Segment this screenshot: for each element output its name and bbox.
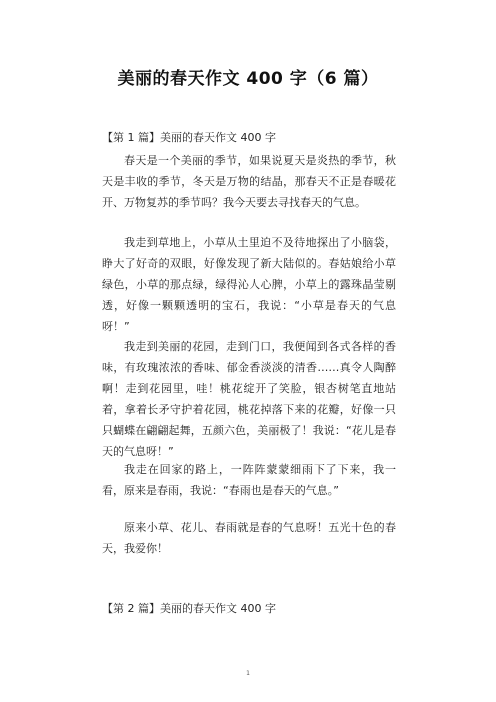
paragraph-2: 我走到草地上，小草从土里迫不及待地探出了小脑袋，睁大了好奇的双眼，好像发现了新大陆似的。春姑娘给小草绿色，小草的那点绿，绿得沁人心脾，小草上的露珠晶莹剔透，好像一颗颗透明的宝石，我说：“小草是春天的气息呀！” bbox=[102, 236, 396, 333]
paragraph-1: 春天是一个美丽的季节，如果说夏天是炎热的季节，秋天是丰收的季节，冬天是万物的结晶，那春天不正是春暖花开、万物复苏的季节吗？我今天要去寻找春天的气息。 bbox=[102, 154, 396, 209]
paragraph-3: 我走到美丽的花园，走到门口，我便闻到各式各样的香味，有玫瑰浓浓的香味、郁金香淡淡的清香……真令人陶醉啊！走到花园里，哇！桃花绽开了笑脸，银杏树笔直地站着，拿着长矛守护着花园，桃花掉落下来的花瓣，好像一只只蝴蝶在翩翩起舞，五颜六色，美丽极了！我说：“花儿是春天的气息呀！” bbox=[102, 340, 396, 458]
document-title: 美丽的春天作文 400 字（6 篇） bbox=[117, 69, 379, 89]
paragraph-5: 原来小草、花儿、春雨就是春的气息呀！五光十色的春天，我爱你！ bbox=[102, 521, 396, 555]
section-heading-2: 【第 2 篇】美丽的春天作文 400 字 bbox=[102, 602, 276, 615]
page-number: 1 bbox=[246, 670, 250, 677]
section-heading-1: 【第 1 篇】美丽的春天作文 400 字 bbox=[102, 131, 276, 144]
paragraph-4: 我走在回家的路上，一阵阵蒙蒙细雨下了下来，我一看，原来是春雨，我说：“春雨也是春天的气息。” bbox=[102, 463, 396, 497]
